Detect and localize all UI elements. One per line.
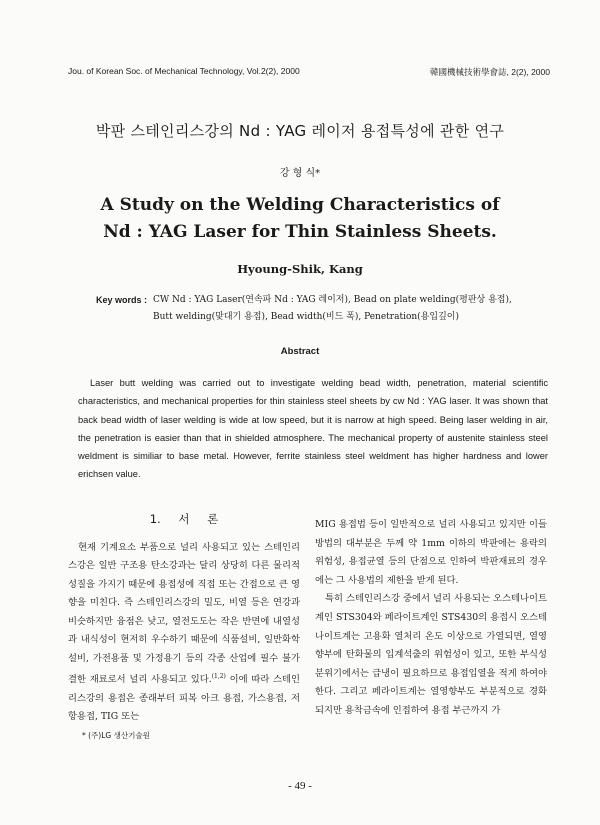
english-title-line-2: Nd : YAG Laser for Thin Stainless Sheets. (103, 222, 497, 242)
english-title (0, 192, 600, 246)
journal-citation-ko: 韓國機械技術學會誌, 2(2), 2000 (430, 67, 550, 77)
running-header (68, 66, 550, 78)
intro-paragraph-3: 특히 스테인리스강 중에서 널리 사용되는 오스테나이트계인 STS304와 페라이트계인 STS430의 용접시 오스테나이트계는 고용화 열처리 온도 이상으로 가열되면, 열영향부에 탄화물의 입계석출의 위험성이 있고, 또한 부식성 분위기에서는 급냉이 필요하므로 용접입열을 적게 하여야 한다. 그리고 페라이트계는 열영향부도 부분적으로 경화되지만 용착금속에 인접하여 용접 부근까지 가 (315, 593, 547, 716)
intro-text-b: 이에 따라 스테인리스강의 용접은 종래부터 피복 아크 용접, 가스용접, 저항용접, TIG 또는 (68, 674, 301, 723)
abstract-heading: Abstract (280, 346, 320, 357)
author-affiliation-footnote: * (주)LG 생산기술원 (82, 731, 150, 740)
korean-title: 박판 스테인리스강의 Nd : YAG 레이저 용접특성에 관한 연구 (95, 122, 505, 140)
abstract-text: Laser butt welding was carried out to investigate welding bead width, penetration, material scientific characteristics, and mechanical properties for thin stainless steel sheets by cw Nd : YAG laser. It was shown that back bead width of laser welding is wide at low speed, but it is narrow at high speed. Being laser welding in air, the penetration is easier than that in shielded atmosphere. The mechanical property of austenite stainless steel weldment is similiar to base metal. However, ferrite stainless steel weldment has higher hardness and lower erichsen value. (78, 378, 548, 480)
right-column (315, 516, 547, 721)
page-number: - 49 - (288, 780, 312, 792)
citation: (1,2) (211, 673, 226, 680)
english-author: Hyoung-Shik, Kang (237, 262, 363, 276)
keywords-label: Key words : (96, 295, 148, 305)
keywords-text: CW Nd : YAG Laser(연속파 Nd : YAG 레이저), Bead on plate welding(평판상 용접), Butt welding(맞대기 용접), Bead width(비드 폭), Penetration(용입깊이) (153, 295, 512, 322)
intro-paragraph-1 (68, 539, 300, 727)
journal-citation-en: Jou. of Korean Soc. of Mechanical Technology, Vol.2(2), 2000 (68, 66, 300, 76)
left-column (68, 510, 300, 727)
english-title-line-1: A Study on the Welding Characteristics of (100, 195, 500, 215)
korean-author: 강 형 식* (279, 168, 321, 179)
intro-paragraph-2: MIG 용접법 등이 일반적으로 널리 사용되고 있지만 이들 방법의 대부분은 두께 약 1mm 이하의 박판에는 용락의 위험성, 용접균열 등의 단점으로 인하여 박판재료의 경우에는 그 사용법의 제한을 받게 된다. (315, 519, 547, 586)
section-heading-introduction: 1. 서 론 (149, 512, 219, 526)
intro-text-a: 현재 기계요소 부품으로 널리 사용되고 있는 스테인리스강은 일반 구조용 탄소강과는 달리 상당히 다른 물리적 성질을 가지기 때문에 용접성에 직접 또는 간접으로 큰 영향을 미친다. 즉 스테인리스강의 밀도, 비열 등은 연강과 비슷하지만 융점은 낮고, 열전도도는 작은 반면에 내열성과 내식성이 현저히 우수하기 때문에 식품설비, 일반화학설비, 가전용품 및 가정용기 등의 각종 산업에 필수 불가결한 재료로서 널리 사용되고 있다. (68, 541, 300, 686)
keywords (96, 292, 534, 326)
